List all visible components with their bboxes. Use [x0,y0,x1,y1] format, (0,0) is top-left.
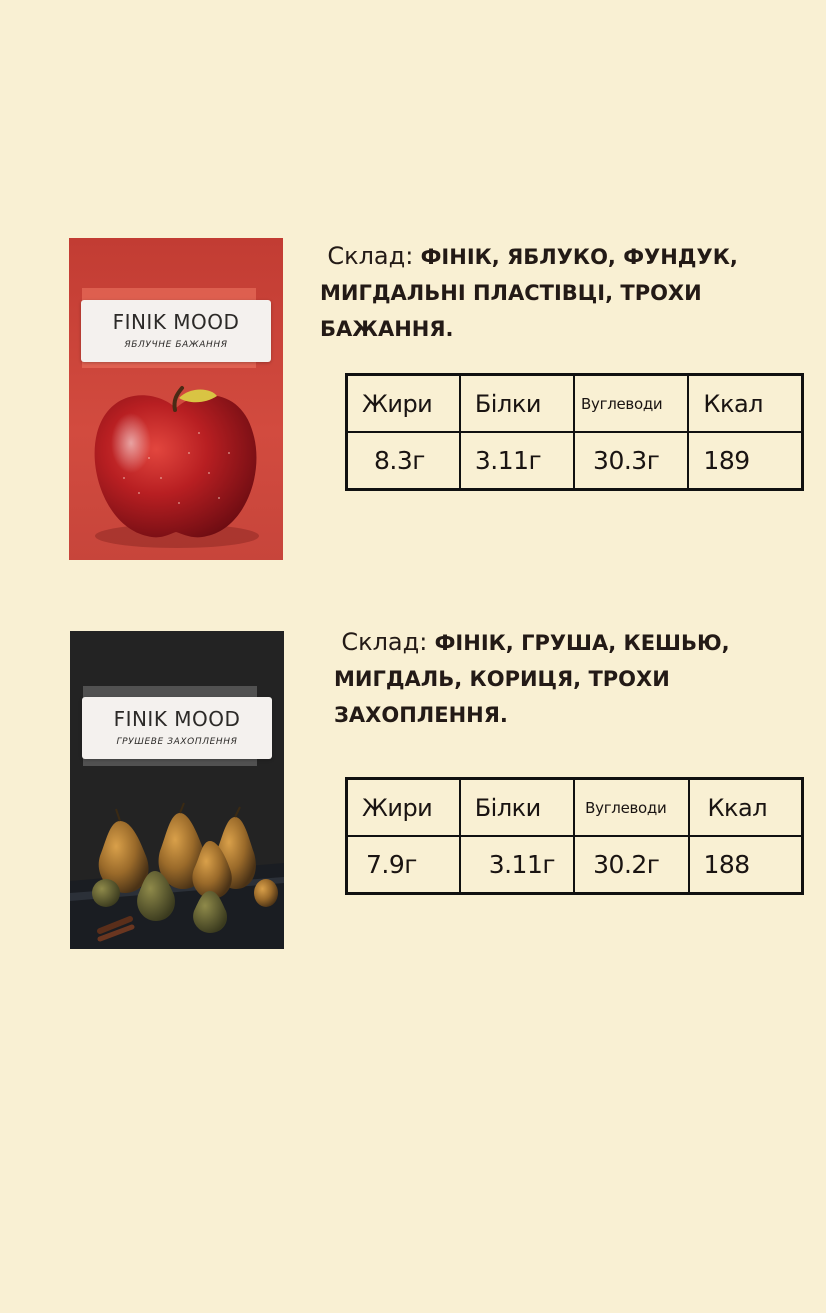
ingredients-line-1: Склад: ФІНІК, ЯБЛУКО, ФУНДУК, [327,242,738,270]
ingredients-line-3: ЗАХОПЛЕННЯ. [334,703,508,727]
header-protein: Білки [460,779,574,837]
header-carbs: Вуглеводи [574,375,688,433]
flavor-name: ЯБЛУЧНЕ БАЖАННЯ [124,340,228,350]
pear-package-label [82,697,272,759]
header-kcal: Ккал [689,779,803,837]
nutrition-header-row [347,375,803,433]
value-carbs: 30.3г [574,432,688,490]
flavor-name: ГРУШЕВЕ ЗАХОПЛЕННЯ [116,737,238,747]
nutrition-table [345,373,804,491]
ingredients-label: Склад: [341,628,428,656]
header-kcal: Ккал [688,375,802,433]
value-kcal: 188 [689,836,803,894]
pear-package-image [70,631,284,949]
pears-photo-icon [70,631,284,949]
ingredients-line-1: Склад: ФІНІК, ГРУША, КЕШЬЮ, [341,628,730,656]
nutrition-table [345,777,804,895]
ingredients-line-3: БАЖАННЯ. [320,317,454,341]
header-fat: Жири [347,779,460,837]
ingredients-label: Склад: [327,242,414,270]
value-protein: 3.11г [460,836,574,894]
value-carbs: 30.2г [574,836,688,894]
header-carbs: Вуглеводи [574,779,688,837]
apple-photo-icon [69,238,283,560]
nutrition-value-row [347,432,803,490]
nutrition-value-row [347,836,803,894]
value-fat: 8.3г [347,432,460,490]
ingredients-text [334,624,774,733]
ingredients-text [320,238,760,347]
value-protein: 3.11г [460,432,574,490]
value-fat: 7.9г [347,836,460,894]
ingredients-line-2: МИГДАЛЬ, КОРИЦЯ, ТРОХИ [334,667,670,691]
ingredients-line-2: МИГДАЛЬНІ ПЛАСТІВЦІ, ТРОХИ [320,281,702,305]
header-fat: Жири [347,375,460,433]
brand-name: FINIK MOOD [112,310,240,334]
value-kcal: 189 [688,432,802,490]
brand-name: FINIK MOOD [113,707,241,731]
apple-package-image [69,238,283,560]
apple-package-label [81,300,271,362]
nutrition-header-row [347,779,803,837]
header-protein: Білки [460,375,574,433]
